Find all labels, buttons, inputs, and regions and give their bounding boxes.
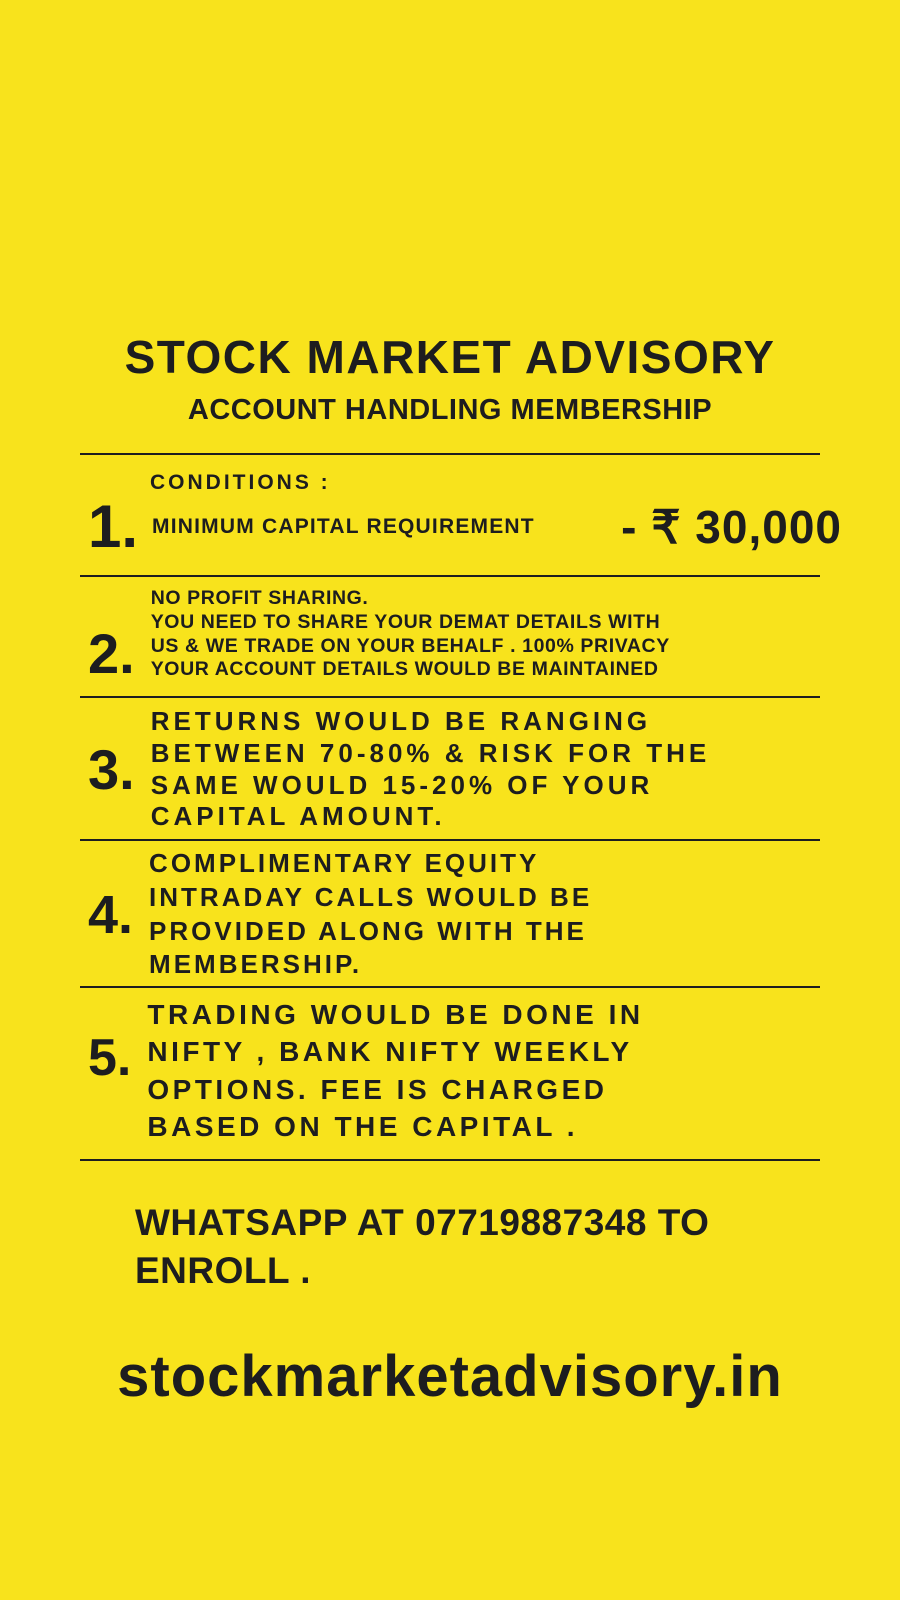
text-line: PROVIDED ALONG WITH THE [149,915,587,946]
condition-item-4 [0,841,900,984]
condition-2-text [151,587,670,682]
text-line: INTRADAY CALLS WOULD BE [149,881,593,912]
text-line: BETWEEN 70-80% & RISK FOR THE [150,737,711,768]
text-line: OPTIONS. FEE IS CHARGED [147,1073,608,1105]
text-line: YOU NEED TO SHARE YOUR DEMAT DETAILS WITH [150,610,661,633]
divider [80,453,820,455]
header [0,0,900,427]
conditions-heading: CONDITIONS : [150,471,331,494]
capital-amount: - ₹ 30,000 [621,501,842,553]
condition-5-text [147,996,643,1145]
condition-item-1 [0,493,900,567]
divider [80,1159,820,1161]
condition-4-text [149,847,592,982]
text-line: COMPLIMENTARY EQUITY [149,848,540,878]
text-line: SAME WOULD 15-20% OF YOUR [150,769,654,800]
whatsapp-line-1: WHATSAPP AT 07719887348 TO [135,1202,710,1244]
condition-1-text: MINIMUM CAPITAL REQUIREMENT [152,515,535,538]
condition-number-3: 3. [88,737,135,801]
page-title: STOCK MARKET ADVISORY [124,331,776,383]
condition-item-3 [0,698,900,837]
condition-number-4: 4. [88,884,134,945]
text-line: NO PROFIT SHARING. [150,587,369,609]
condition-number-5: 5. [88,1029,132,1088]
text-line: TRADING WOULD BE DONE IN [147,999,644,1031]
whatsapp-enroll-text [135,1199,820,1295]
text-line: YOUR ACCOUNT DETAILS WOULD BE MAINTAINED [150,658,659,681]
page-subtitle: ACCOUNT HANDLING MEMBERSHIP [187,394,713,426]
condition-item-2 [0,577,900,690]
condition-item-5 [0,988,900,1153]
website-url: stockmarketadvisory.in [117,1344,783,1410]
text-line: US & WE TRADE ON YOUR BEHALF . 100% PRIVACY [150,634,670,657]
text-line: CAPITAL AMOUNT. [150,801,446,832]
text-line: MEMBERSHIP. [149,949,363,980]
text-line: BASED ON THE CAPITAL . [147,1110,579,1142]
condition-number-2: 2. [88,622,135,686]
condition-number-1: 1. [88,493,139,560]
whatsapp-line-2: ENROLL . [135,1250,311,1292]
text-line: RETURNS WOULD BE RANGING [150,706,652,737]
text-line: NIFTY , BANK NIFTY WEEKLY [147,1036,633,1068]
condition-3-text [151,706,711,833]
